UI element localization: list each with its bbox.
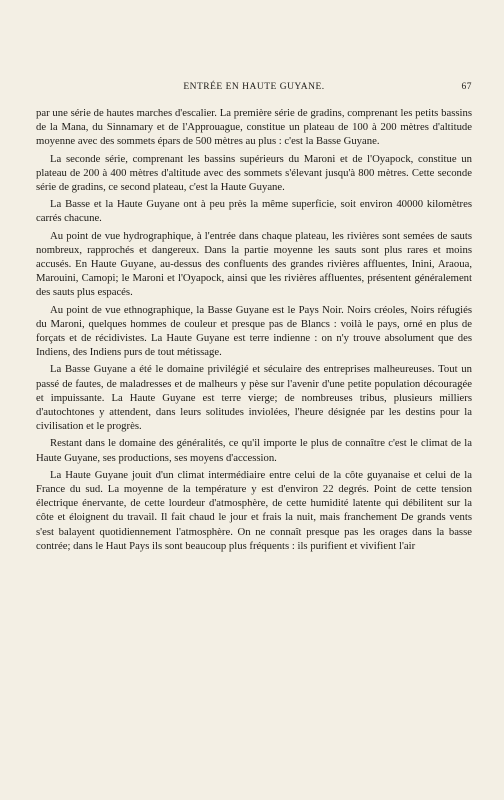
paragraph: Au point de vue hydrographique, à l'entrée dans chaque plateau, les rivières sont semées de sauts nombreux, rapprochés et dangereux. Dans la partie moyenne les sauts sont plus rares et moins accusés. En Haute Guyane, au-dessus des confluents des grandes rivières affluentes, Inini, Araoua, Marouini, Camopi; le Maroni et l'Oyapock, ainsi que les rivières affluentes, présentent généralement des sauts plus espacés. (36, 229, 472, 299)
running-header (36, 82, 472, 96)
paragraph: Au point de vue ethnographique, la Basse Guyane est le Pays Noir. Noirs créoles, Noirs réfugiés du Maroni, quelques hommes de couleur et presque pas de Blancs : voilà le pays, orné en plus de forçats et de récidivistes. La Haute Guyane est terre indienne : on n'y trouve absolument que des Indiens, des Indiens purs de tout métissage. (36, 303, 472, 359)
page-number: 67 (461, 82, 472, 92)
paragraph: La Basse et la Haute Guyane ont à peu près la même superficie, soit environ 40000 kilomètres carrés chacune. (36, 198, 472, 225)
body-text (36, 106, 472, 556)
paragraph: La Haute Guyane jouit d'un climat intermédiaire entre celui de la côte guyanaise et celui de la France du sud. La moyenne de la température y est d'environ 22 degrés. Point de cette tension électrique énervante, de cette lourdeur d'atmosphère, de cette humidité latente qui débilitent sur la côte et éloignent du travail. Il fait chaud le jour et frais la nuit, mais franchement De grands vents s'est balayent quotidiennement l'atmosphère. On ne connaît presque pas les orages dans la basse contrée; dans le Haut Pays ils sont beaucoup plus fréquents : ils purifient et vivifient l'air (36, 468, 472, 552)
paragraph: La seconde série, comprenant les bassins supérieurs du Maroni et de l'Oyapock, constitue un plateau de 200 à 400 mètres d'altitude avec des sommets s'élevant jusqu'à 800 mètres. Cette seconde série de gradins, ce second plateau, c'est la Haute Guyane. (36, 152, 472, 194)
paragraph: La Basse Guyane a été le domaine privilégié et séculaire des entreprises malheureuses. Tout un passé de fautes, de maladresses et de malheurs y pèse sur l'avenir d'une petite population découragée et impuissante. La Haute Guyane est terre vierge; de nombreuses tribus, plusieurs milliers d'autochtones y attendent, dans leurs solitudes inviolées, l'heure désignée par les destins pour la civilisation et le progrès. (36, 363, 472, 433)
running-title: ENTRÉE EN HAUTE GUYANE. (183, 82, 325, 92)
paragraph: Restant dans le domaine des généralités, ce qu'il importe le plus de connaître c'est le climat de la Haute Guyane, ses productions, ses moyens d'accession. (36, 437, 472, 464)
paragraph: par une série de hautes marches d'escalier. La première série de gradins, comprenant les petits bassins de la Mana, du Sinnamary et de l'Approuague, constitue un plateau de 100 à 200 mètres d'altitude moyenne avec des sommets épars de 500 mètres au plus : c'est la Basse Guyane. (36, 107, 472, 148)
